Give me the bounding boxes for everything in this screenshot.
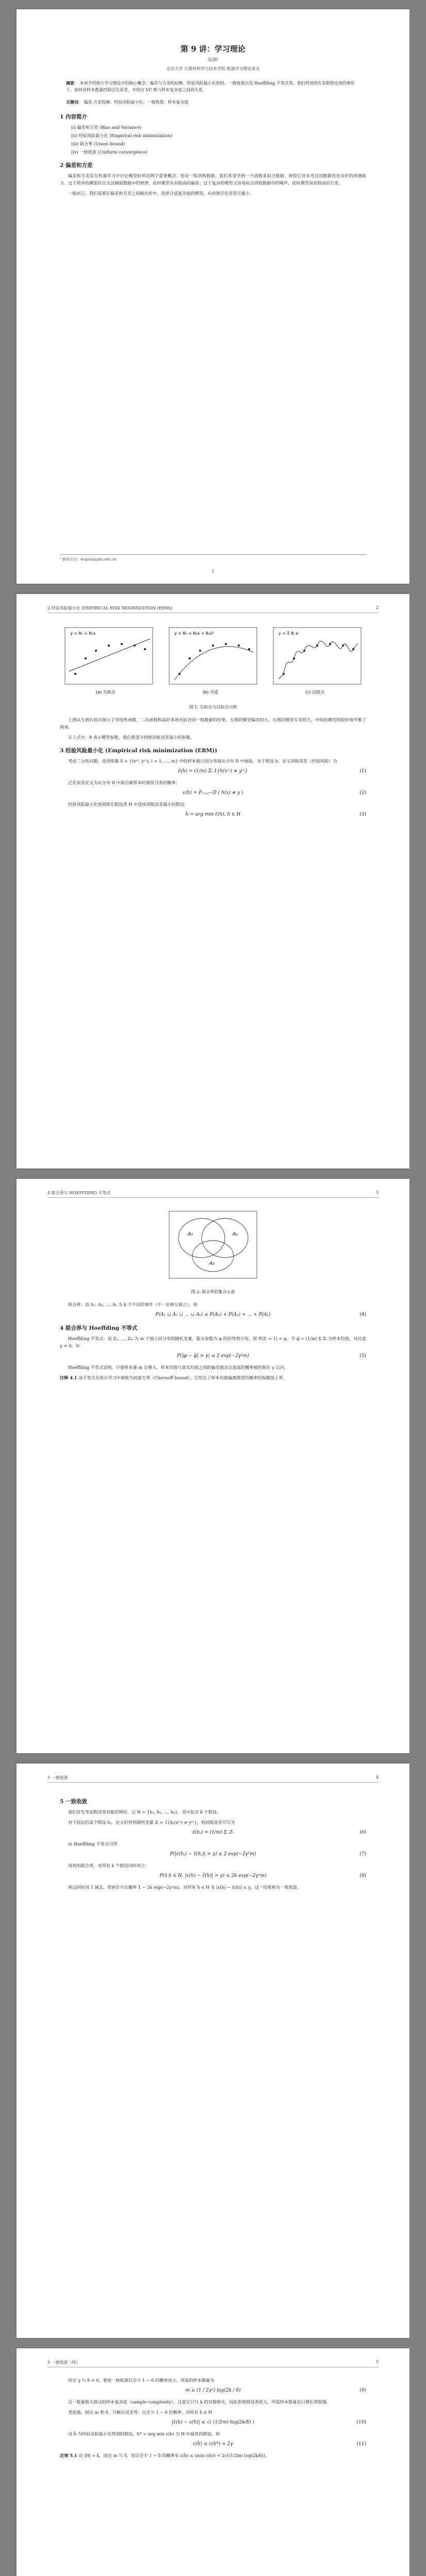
keywords-label: 关键词 [66,99,78,105]
page-number: 1 [211,569,215,574]
equation: ε(h) = P₍ₓ,ᵧ₎∼D ( h(x) ≠ y ) (2) [183,790,366,795]
paragraph: 一般而言，我们需要在偏差和方差之间做出折中，选择合适复杂度的模型，从而使泛化误差尽量小。 [68,191,254,196]
figure-caption: 图 2: 联合界的集合示意 [191,1290,235,1294]
equation: P(A₁ ∪ A₂ ∪ … ∪ Aₖ) ≤ P(A₁) + P(A₂) + … + P(Aₖ) (4) [155,1312,366,1317]
running-page: 4 [375,1775,379,1780]
abstract: 摘要： 本讲介绍统计学习理论中的核心概念：偏差与方差的权衡、经验风险最小化原则、一致收敛以及 Hoeffding 不等式等。我们将说明在有限假设类的情形下，如何用样本数量控制泛化误差，并给出 VC 维与样本复杂度之间的关系。 [66,80,355,92]
equation: |ε̂(h) − ε(h)| ≤ √( (1/2m) log(2k/δ) ) (10) [172,2420,366,2425]
running-header [47,2360,379,2367]
list-item: (i) 偏差和方差 (Bias and Variance) [71,125,142,130]
fit-curve [174,647,253,680]
paragraph: 上图从左到右依次展示了用线性函数、二次函数和高阶多项式拟合同一组数据的结果。左图的模型偏差较大，右图的模型方差较大，中间的模型则较好地平衡了两者。 [60,717,366,730]
panel-label: (a) 欠拟合 [96,690,116,694]
remark-text: 该不等式在统计学习中被称为切诺夫界（Chernoff bound），它给出了样本均值偏离期望的概率的指数级上界。 [78,1375,287,1380]
affiliation: 北京大学 计算机科学与技术学院 机器学习理论讲义 [166,66,260,71]
data-points [74,643,146,675]
list-item: (iv) 一致收敛 (Uniform convergence) [71,149,148,155]
remark [60,1374,366,1381]
running-page: 2 [375,605,379,610]
set-a3 [192,1241,234,1272]
equation: P(|ε(hⱼ) − ε̂(hⱼ)| > γ) ≤ 2 exp(−2γ²m) (7) [170,1852,366,1857]
paragraph: 类似地，固定 m 和 δ，可解出误差界：以至少 1 − δ 的概率，对所有 h ∈ H [68,2410,212,2415]
equation: ε̂(hⱼ) = (1/m) Σᵢ Zᵢ (6) [192,1830,366,1835]
running-section: 5 一致收敛 [47,1775,68,1780]
equation: P(∃ h ∈ H. |ε(h) − ε̂(h)| > γ) ≤ 2k exp(−2γ²m) (8) [159,1873,366,1878]
paragraph: 这一数量称为算法的样本复杂度（sample complexity）。注意它只与 k 的对数相关，因此即使假设类很大，所需样本数量也只增长得很慢。 [68,2399,331,2404]
running-section: 5 一致收敛（续） [47,2360,80,2365]
running-page: 5 [375,2360,379,2364]
panel-eq: y = θ₀ + θ₁x + θ₂x² [174,631,215,636]
equation: m ≥ (1 / 2γ²) log(2k / δ) (9) [185,2388,366,2393]
remark-label: 注释 4.1 [60,1375,77,1380]
section-heading: 4 联合界与 Hoeffding 不等式 [60,1325,138,1331]
abstract-text: 本讲介绍统计学习理论中的核心概念：偏差与方差的权衡、经验风险最小化原则、一致收敛以及 Hoeffding 不等式等。我们将说明在有限假设类的情形下，如何用样本数量控制泛化误差，并给出 VC 维与样本复杂度之间的关系。 [66,81,355,92]
equation: ε̂(h) = (1/m) Σᵢ 1{h(x⁽ⁱ⁾) ≠ y⁽ⁱ⁾} (1) [178,769,366,774]
paragraph: 泛化误差定义为从分布 D 中取出新样本时被误分类的概率： [68,780,180,785]
lecture-title: 第 9 讲：学习理论 [181,44,245,54]
paragraph: 两边同时用 1 减去，得到至少以概率 1 − 2k exp(−2γ²m)，对所有 h ∈ H 有 |ε(h) − ε̂(h)| ≤ γ。这一结果称为一致收敛。 [68,1885,302,1890]
section-heading: 1 内容简介 [60,114,87,120]
equation: P(|φ − φ̂| > γ) ≤ 2 exp(−2γ²m) (5) [177,1353,366,1359]
equation: ε(ĥ) ≤ ε(h*) + 2γ (11) [193,2442,366,2447]
fit-line [69,639,150,671]
keywords: 关键词： 偏差-方差权衡；经验风险最小化；一致收敛；样本复杂度 [66,99,189,105]
paragraph: Hoeffding 不等式：设 Z₁, …, Zₘ 为 m 个独立同分布的随机变量，服从参数为 φ 的伯努利分布，即 P(Zᵢ = 1) = φ。令 φ̂ = (1/m) Σ Zᵢ 为样本均值，对任意 γ > 0，有 [60,1336,366,1348]
paragraph: 偏差和方差是在机器学习中讨论模型好坏的两个重要概念。给定一组训练数据，我们希望学到一个函数来拟合数据，使得它对未见过的数据也有良好的预测能力。过于简单的模型往往无法捕捉数据中的规律，此时模型具有较高的偏差；过于复杂的模型又容易拟合训练数据中的噪声，此时模型具有较高的方差。 [60,173,366,185]
page-5 [17,2348,409,2576]
page-4 [17,1764,409,2338]
paragraph: 我们首先考虑假设类有限的情形，记 H = {h₁, h₂, …, hₖ}，其中包含 k 个假设。 [68,1809,221,1815]
paragraph: 给定 γ 与 δ > 0，要使一致收敛以至少 1 − δ 的概率成立，所需的样本数量为 [68,2378,215,2383]
section-heading: 3 经验风险最小化 (Empirical risk minimization (ERM)) [60,748,218,754]
venn-diagram [60,1207,366,1284]
running-section: 2 经验风险最小化 (EMPIRICAL RISK MINIMIZATION (ERM)) [47,606,172,611]
section-heading: 5 一致收敛 [60,1799,87,1805]
abstract-label: 摘要 [66,80,74,86]
author: 吴剑¹ [207,58,219,63]
panel-underfit [65,628,153,694]
fit-wiggle [278,641,358,679]
venn-label: A₁ [188,1232,193,1237]
figure-caption: 图 1: 欠拟合与过拟合示例 [189,705,237,709]
paragraph: 联合界：设 A₁, A₂, …, Aₖ 为 k 个不同的事件（不一定相互独立），则 [68,1302,198,1307]
theorem-text: 设 |H| = k，固定 m 与 δ，则以至少 1 − δ 的概率有 ε(ĥ) ≤ (min ε(h)) + 2√((1/2m) log(2k/δ))。 [78,2453,270,2458]
list-item: (ii) 经验风险最小化 (Empirical risk minimization) [71,133,172,138]
running-header [47,1190,379,1198]
venn-label: A₂ [233,1232,238,1237]
theorem-label: 定理 5.1 [60,2453,77,2458]
paragraph: 设 ĥ 为经验风险最小化得到的假设，h* = arg min ε(h) 为 H 中最优的假设，则 [68,2431,220,2436]
paragraph: 由 Hoeffding 不等式可得 [68,1841,118,1846]
running-header [47,1775,379,1783]
running-header [47,605,379,613]
page-3 [17,1179,409,1753]
panel-goodfit [169,628,257,694]
panel-label: (c) 过拟合 [305,690,325,694]
panel-label: (b) 合适 [203,690,218,694]
running-page: 3 [375,1190,379,1195]
panel-eq: y = Σ θⱼ xʲ [278,631,299,636]
paragraph: 再利用联合界，对所有 k 个假设同时成立： [68,1863,150,1868]
theorem [60,2452,366,2459]
keywords-text: 偏差-方差权衡；经验风险最小化；一致收敛；样本复杂度 [84,100,189,105]
panel-overfit [273,628,361,694]
section-heading: 2 偏差和方差 [60,162,93,168]
page-2 [17,594,409,1168]
fit-figure [60,622,366,700]
list-item: (iii) 联合界 (Union bound) [71,141,125,146]
footnote: ¹ 联系方式：wujian@pku.edu.cn [60,554,366,562]
paragraph: 对于固定的某个假设 hⱼ，定义伯努利随机变量 Zᵢ = 1{hⱼ(x⁽ⁱ⁾) ≠ y⁽ⁱ⁾}，则训练误差可写为 [68,1820,235,1825]
paragraph: 经验风险最小化原则即在假设类 H 中选择训练误差最小的假设： [68,802,189,807]
running-section: 4 联合界与 HOEFFDING 不等式 [47,1191,111,1195]
page-1 [17,9,409,584]
equation: ĥ = arg min ε̂(h), h ∈ H (3) [185,812,366,817]
paragraph: Hoeffding 不等式说明，只要样本量 m 足够大，样本均值与真实均值之间的偏差就会以很高的概率被控制在 γ 以内。 [68,1365,289,1370]
topic-list [60,124,366,156]
panel-eq: y = θ₀ + θ₁x [70,631,96,636]
venn-label: A₃ [209,1261,215,1266]
paragraph: 在上式中，θ 表示模型参数，我们希望寻找使训练误差最小的参数。 [68,735,194,740]
paragraph: 考虑二分类问题，设训练集 S = {(x⁽ⁱ⁾, y⁽ⁱ⁾); i = 1, …, m} 中的样本独立同分布地从分布 D 中抽取。对于假设 h，定义训练误差（经验风险）为 [68,758,337,764]
